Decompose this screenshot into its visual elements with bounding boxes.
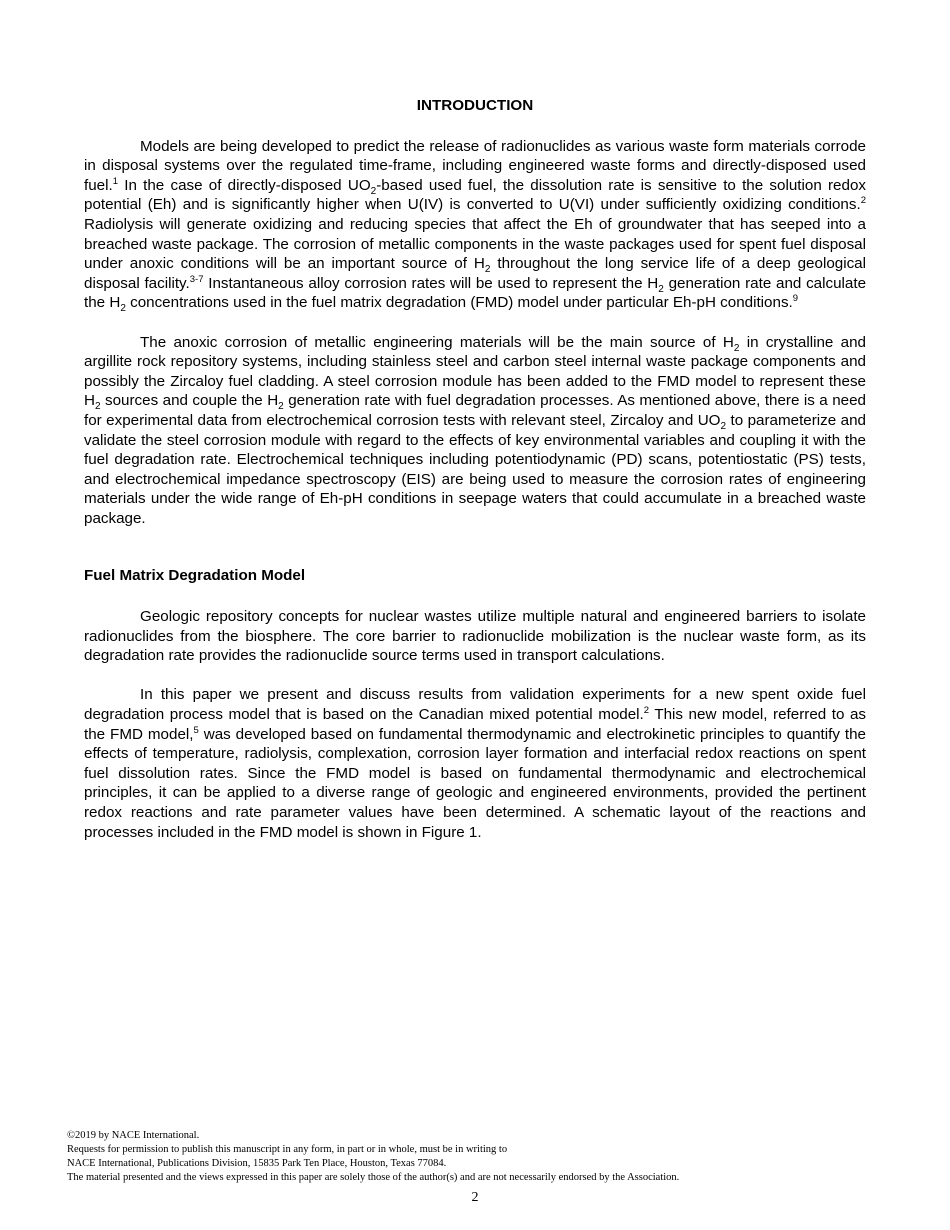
introduction-paragraph-1: Models are being developed to predict the release of radionuclides as various waste form materials corrode in disposal systems over the regulated time-frame, including engineered waste forms and directly-disposed used fuel.$^1$ In the case of directly-disposed $UO_2$-based used fuel, the dissolution rate is sensitive to the solution redox potential (Eh) and is significantly higher when U(IV) is converted to U(VI) under sufficiently oxidizing conditions.$^2$ Radiolysis will generate oxidizing and reducing species that affect the Eh of groundwater that has seeped into a breached waste package. The corrosion of metallic components in the waste packages used for spent fuel disposal under anoxic conditions will be an important source of $H_2$ throughout the long service life of a deep geological disposal facility.$^{3-7}$ Instantaneous alloy corrosion rates will be used to represent the $H_2$ generation rate and calculate the $H_2$ concentrations used in the fuel matrix degradation (FMD) model under particular Eh-pH conditions.$^9$ (84, 137, 867, 315)
citation-superscript: 9 (792, 293, 799, 305)
introduction-heading: INTRODUCTION (416, 97, 534, 114)
address-line: NACE International, Publications Division, 15835 Park Ten Place, Houston, Texas 77084. (67, 1158, 447, 1169)
subscript: 2 (484, 264, 491, 276)
fmd-paragraph-1: Geologic repository concepts for nuclear wastes utilize multiple natural and engineered barriers to isolate radionuclides from the biosphere. The core barrier to radionuclide mobilization is the nuclear waste form, as its degradation rate provides the radionuclide source terms used in transport calculations. (84, 608, 866, 665)
introduction-paragraph-2: The anoxic corrosion of metallic engineering materials will be the main source of $H_2$ in crystalline and argillite rock repository systems, including stainless steel and carbon steel internal waste package components and possibly the Zircaloy fuel cladding. A steel corrosion module has been added to the FMD model to represent these $H_2$ sources and couple the $H_2$ generation rate with fuel degradation processes. As mentioned above, there is a need for experimental data from electrochemical corrosion tests with relevant steel, Zircaloy and $UO_2$ to parameterize and validate the steel corrosion module with regard to the effects of key environmental variables and coupling it with the fuel degradation rate. Electrochemical techniques including potentiodynamic (PD) scans, potentiostatic (PS) tests, and electrochemical impedance spectroscopy (EIS) are being used to measure the corrosion rates of engineering materials under the wide range of Eh-pH conditions in seepage waters that could accumulate in a breached waste package. (84, 333, 867, 527)
page-number: 2 (471, 1190, 479, 1205)
fmd-paragraph-2: In this paper we present and discuss results from validation experiments for a new spent oxide fuel degradation process model that is based on the Canadian mixed potential model.$^2$ This new model, referred to as the FMD model,$^5$ was developed based on fundamental thermodynamic and electrokinetic principles to quantify the effects of temperature, radiolysis, complexation, corrosion layer formation and interfacial redox reactions on spent fuel dissolution rates. Since the FMD model is based on fundamental thermodynamic and electrochemical principles, it can be applied to a diverse range of geologic and engineered environments, provided the pertinent redox reactions and rate parameter values have been determined. A schematic layout of the reactions and processes included in the FMD model is shown in Figure 1. (84, 686, 866, 841)
fmd-model-heading: Fuel Matrix Degradation Model (84, 567, 306, 585)
citation-superscript: 2 (643, 704, 650, 716)
citation-superscript: 2 (860, 195, 866, 207)
subscript: 2 (370, 185, 377, 197)
disclaimer-line: The material presented and the views expressed in this paper are solely those of the author(s) and are not necessarily endorsed by the Association. (67, 1172, 680, 1183)
copyright-line: ©2019 by NACE International. (67, 1130, 200, 1141)
subscript: 2 (658, 283, 664, 295)
citation-superscript: 5 (193, 724, 199, 736)
subscript: 2 (94, 401, 101, 413)
citation-superscript: 1 (112, 175, 119, 187)
body-content (84, 96, 866, 862)
subscript: 2 (278, 401, 284, 413)
subscript: 2 (720, 420, 727, 432)
subscript: 2 (120, 303, 126, 315)
citation-superscript: 3-7 (189, 273, 204, 285)
permission-line: Requests for permission to publish this manuscript in any form, in part or in whole, must be in writing to (67, 1144, 508, 1155)
subscript: 2 (733, 342, 740, 354)
copyright-footer (67, 1129, 897, 1185)
